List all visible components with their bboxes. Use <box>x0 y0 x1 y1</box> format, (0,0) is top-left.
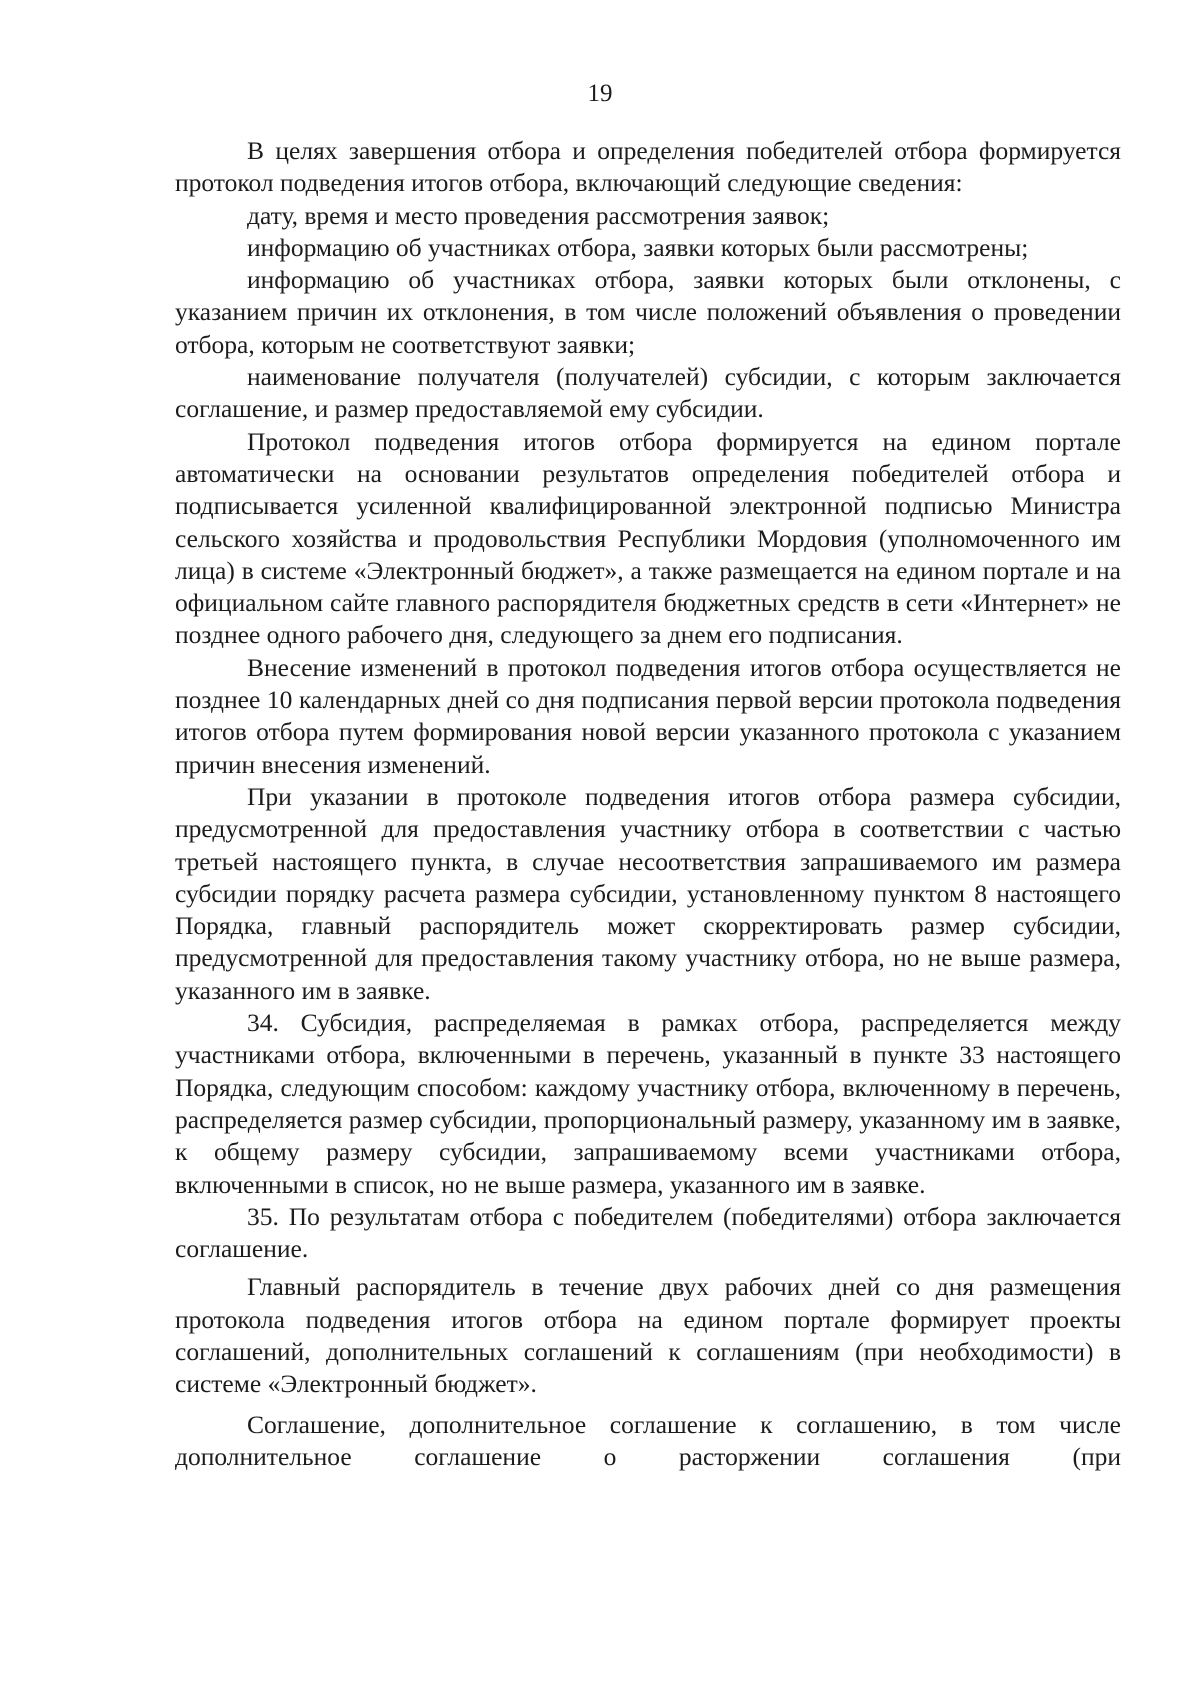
paragraph-protocol-intro: В целях завершения отбора и определения победителей отбора формируется протокол подведения итогов отбора, включающий следующие сведения: <box>175 136 1121 198</box>
paragraph-protocol-formation: Протокол подведения итогов отбора формируется на едином портале автоматически на основании результатов определения победителей отбора и подписывается усиленной квалифицированной электронной подписью Министра сельского хозяйства и продовольствия Республики Мордовия (уполномоченного им лица) в системе «Электронный бюджет», а также размещается на едином портале и на официальном сайте главного распорядителя бюджетных средств в сети «Интернет» не позднее одного рабочего дня, следующего за днем его подписания. <box>175 426 1121 650</box>
paragraph-subsidy-adjustment: При указании в протоколе подведения итогов отбора размера субсидии, предусмотренной для предоставления участнику отбора в соответствии с частью третьей настоящего пункта, в случае несоответствия запрашиваемого им размера субсидии порядку расчета размера субсидии, установленному пунктом 8 настоящего Порядка, главный распорядитель может скорректировать размер субсидии, предусмотренной для предоставления такому участнику отбора, но не выше размера, указанного им в заявке. <box>175 781 1121 1005</box>
paragraph-date-time-place: дату, время и место проведения рассмотрения заявок; <box>247 200 830 230</box>
paragraph-item-35: 35. По результатам отбора с победителем (победителями) отбора заключается соглашение. <box>175 1201 1121 1264</box>
paragraph-agreement-signing: Соглашение, дополнительное соглашение к соглашению, в том числе дополнительное соглашение о расторжении соглашения (при <box>175 1409 1121 1471</box>
paragraph-considered-participants: информацию об участниках отбора, заявки которых были рассмотрены; <box>247 232 1029 262</box>
document-body <box>175 135 1121 1473</box>
paragraph-agreement-drafts: Главный распорядитель в течение двух рабочих дней со дня размещения протокола подведения итогов отбора на едином портале формирует проекты соглашений, дополнительных соглашений к соглашениям (при необходимости) в системе «Электронный бюджет». <box>175 1272 1121 1399</box>
paragraph-rejected-participants: информацию об участниках отбора, заявки которых были отклонены, с указанием причин их отклонения, в том числе положений объявления о проведении отбора, которым не соответствуют заявки; <box>175 265 1121 359</box>
paragraph-item-34: 34. Субсидия, распределяемая в рамках отбора, распределяется между участниками отбора, включенными в перечень, указанный в пункте 33 настоящего Порядка, следующим способом: каждому участнику отбора, включенному в перечень, распределяется размер субсидии, пропорциональный размеру, указанному им в заявке, к общему размеру субсидии, запрашиваемому всеми участниками отбора, включенными в список, но не выше размера, указанного им в заявке. <box>175 1008 1121 1199</box>
paragraph-protocol-changes: Внесение изменений в протокол подведения итогов отбора осуществляется не позднее 10 календарных дней со дня подписания первой версии протокола подведения итогов отбора путем формирования новой версии указанного протокола с указанием причин внесения изменений. <box>175 652 1121 779</box>
page-number: 19 <box>587 80 613 107</box>
paragraph-recipient-name: наименование получателя (получателей) субсидии, с которым заключается соглашение, и размер предоставляемой ему субсидии. <box>175 362 1121 424</box>
